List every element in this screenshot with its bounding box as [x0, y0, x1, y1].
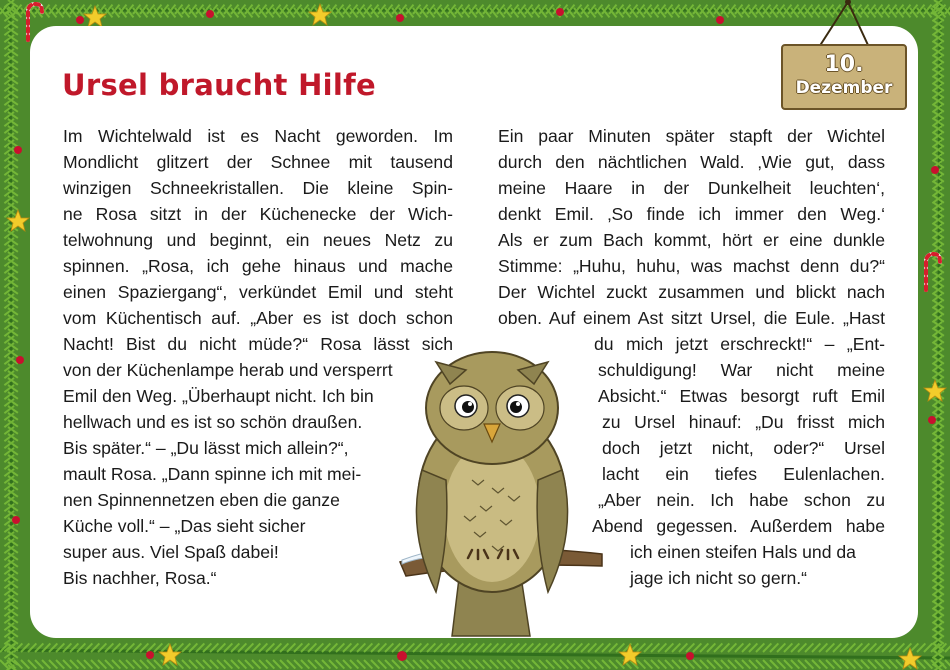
- text-line: meine Haare in der Dunkelheit leuchten‘,: [498, 178, 885, 198]
- text-line: ne Rosa sitzt in der Küchenecke der Wich-: [63, 204, 453, 224]
- date-sign: [781, 44, 907, 110]
- date-month: Dezember: [795, 78, 893, 98]
- text-line: durch den nächtlichen Wald. ‚Wie gut, dass: [498, 152, 885, 172]
- text-line: Der Wichtel zuckt zusammen und blickt nach: [498, 282, 885, 302]
- text-line: doch jetzt nicht, oder?“ Ursel: [602, 438, 885, 458]
- text-line: Emil den Weg. „Überhaupt nicht. Ich bin: [63, 386, 374, 406]
- text-line: Im Wichtelwald ist es Nacht geworden. Im: [63, 126, 453, 146]
- text-line: hellwach und es ist so schön draußen.: [63, 412, 363, 432]
- text-line: Mondlicht glitzert der Schnee mit tausend: [63, 152, 453, 172]
- text-line: nen Spinnennetzen eben die ganze: [63, 490, 340, 510]
- text-line: einen Spaziergang“, verkündet Emil und steht: [63, 282, 453, 302]
- text-line: spinnen. „Rosa, ich gehe hinaus und mache: [63, 256, 453, 276]
- text-line: oben. Auf einem Ast sitzt Ursel, die Eule. „Hast: [498, 308, 885, 328]
- text-line: Stimme: „Huhu, huhu, was machst denn du?“: [498, 256, 885, 276]
- date-day: 10.: [824, 52, 864, 77]
- text-line: schuldigung! War nicht meine: [598, 360, 885, 380]
- owl-illustration: [380, 340, 610, 640]
- text-line: ich einen steifen Hals und da: [630, 542, 856, 562]
- text-line: jage ich nicht so gern.“: [630, 568, 808, 588]
- text-line: „Aber nein. Ich habe schon zu: [598, 490, 885, 510]
- text-line: du mich jetzt erschreckt!“ – „Ent-: [594, 334, 885, 354]
- text-line: Als er zum Bach kommt, hört er eine dunkle: [498, 230, 885, 250]
- text-line: zu Ursel hinauf: „Du frisst mich: [602, 412, 885, 432]
- text-line: telwohnung und beginnt, ein neues Netz zu: [63, 230, 453, 250]
- text-line: winzigen Schneekristallen. Die kleine Spin-: [63, 178, 453, 198]
- text-line: lacht ein tiefes Eulenlachen.: [602, 464, 885, 484]
- text-line: Absicht.“ Etwas besorgt ruft Emil: [598, 386, 885, 406]
- text-line: Ein paar Minuten später stapft der Wichtel: [498, 126, 885, 146]
- text-line: Bis nachher, Rosa.“: [63, 568, 217, 588]
- text-line: von der Küchenlampe herab und versperrt: [63, 360, 393, 380]
- story-title: Ursel braucht Hilfe: [62, 68, 377, 102]
- text-line: Bis später.“ – „Du lässt mich allein?“,: [63, 438, 349, 458]
- text-line: Abend gegessen. Außerdem habe: [592, 516, 885, 536]
- text-line: denkt Emil. ‚So finde ich immer den Weg.‘: [498, 204, 885, 224]
- text-line: vom Küchentisch auf. „Aber es ist doch schon: [63, 308, 453, 328]
- text-line: super aus. Viel Spaß dabei!: [63, 542, 279, 562]
- text-line: mault Rosa. „Dann spinne ich mit mei-: [63, 464, 362, 484]
- text-line: Küche voll.“ – „Das sieht sicher: [63, 516, 306, 536]
- text-line: Nacht! Bist du nicht müde?“ Rosa lässt sich: [63, 334, 453, 354]
